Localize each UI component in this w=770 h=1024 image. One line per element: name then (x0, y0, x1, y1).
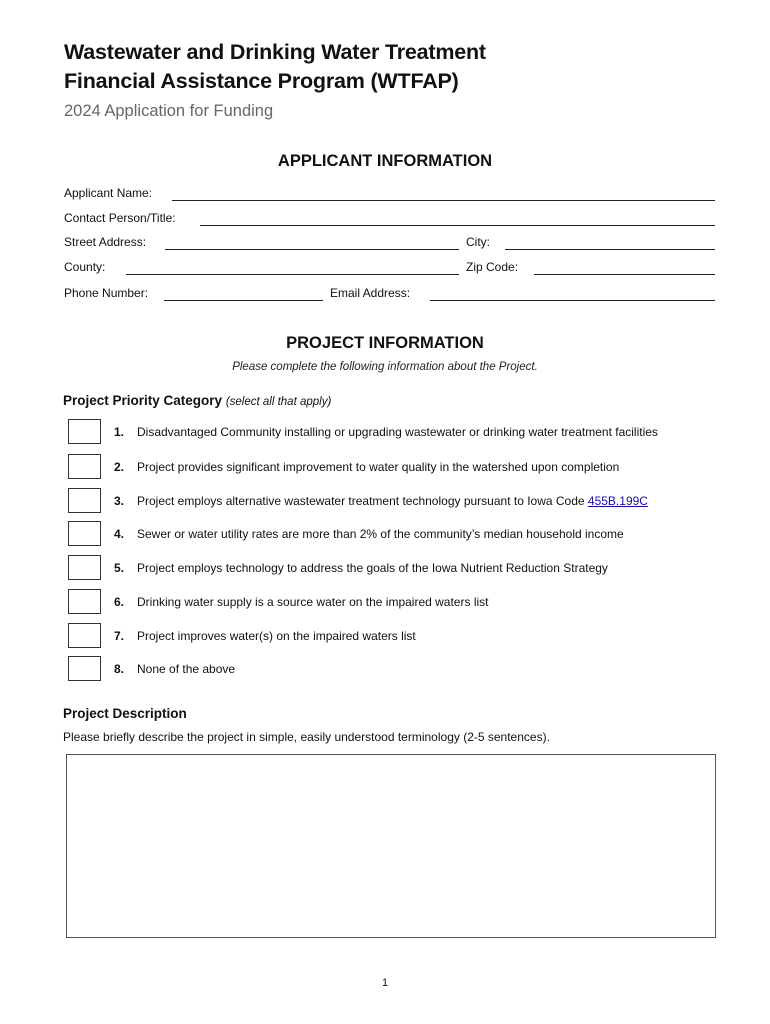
priority-category-item (68, 454, 718, 482)
project-information-note: Please complete the following information about the Project. (232, 361, 538, 373)
applicant-name-field[interactable] (172, 200, 715, 201)
title-line-1: Wastewater and Drinking Water Treatment (64, 40, 486, 64)
category-number: 1. (114, 425, 125, 439)
category-text: Project provides significant improvement to water quality in the watershed upon completion (137, 460, 620, 474)
category-number: 7. (114, 629, 125, 643)
phone-number-field[interactable] (164, 300, 323, 301)
city-label: City: (466, 235, 490, 249)
category-text: Sewer or water utility rates are more than 2% of the community’s median household income (137, 527, 624, 541)
priority-category-item (68, 555, 718, 583)
category-3-checkbox[interactable] (68, 488, 101, 513)
project-priority-heading (63, 393, 331, 408)
applicant-name-label: Applicant Name: (64, 186, 153, 200)
category-number: 2. (114, 460, 125, 474)
category-number: 3. (114, 494, 125, 508)
category-5-checkbox[interactable] (68, 555, 101, 580)
category-number: 8. (114, 662, 125, 676)
category-4-checkbox[interactable] (68, 521, 101, 546)
category-number: 5. (114, 561, 125, 575)
document-subtitle: 2024 Application for Funding (64, 102, 274, 120)
phone-number-label: Phone Number: (64, 286, 149, 300)
zip-code-field[interactable] (534, 274, 715, 275)
category-text-with-link (137, 494, 648, 508)
category-7-checkbox[interactable] (68, 623, 101, 648)
category-2-checkbox[interactable] (68, 454, 101, 479)
page-number: 1 (381, 977, 389, 989)
project-priority-note: (select all that apply) (225, 396, 332, 408)
county-zip-row (64, 260, 715, 280)
applicant-name-row (64, 186, 715, 206)
category-text: Project employs technology to address the goals of the Iowa Nutrient Reduction Strategy (137, 561, 608, 575)
title-line-2: Financial Assistance Program (WTFAP) (64, 69, 459, 93)
contact-person-row (64, 211, 715, 231)
city-field[interactable] (505, 249, 715, 250)
street-city-row (64, 235, 715, 255)
category-text: None of the above (137, 662, 236, 676)
category-6-checkbox[interactable] (68, 589, 101, 614)
iowa-code-link[interactable]: 455B.199C (587, 494, 648, 508)
contact-person-field[interactable] (200, 225, 715, 226)
category-number: 6. (114, 595, 125, 609)
project-priority-title: Project Priority Category (63, 393, 223, 408)
project-description-heading: Project Description (63, 706, 187, 721)
category-text: Project improves water(s) on the impaired waters list (137, 629, 416, 643)
street-address-field[interactable] (165, 249, 459, 250)
priority-category-item (68, 419, 718, 447)
priority-category-item (68, 623, 718, 651)
project-information-heading: PROJECT INFORMATION (286, 334, 484, 352)
priority-category-item (68, 656, 718, 684)
category-number: 4. (114, 527, 125, 541)
project-description-instruction: Please briefly describe the project in simple, easily understood terminology (2-5 sentences). (63, 730, 550, 744)
priority-category-item (68, 521, 718, 549)
category-text: Drinking water supply is a source water on the impaired waters list (137, 595, 489, 609)
category-text: Disadvantaged Community installing or upgrading wastewater or drinking water treatment facilities (137, 425, 658, 439)
zip-code-label: Zip Code: (466, 260, 519, 274)
email-address-label: Email Address: (330, 286, 411, 300)
category-1-checkbox[interactable] (68, 419, 101, 444)
category-text: Project employs alternative wastewater treatment technology pursuant to Iowa Code (137, 494, 588, 508)
contact-person-label: Contact Person/Title: (64, 211, 176, 225)
county-field[interactable] (126, 274, 459, 275)
street-address-label: Street Address: (64, 235, 147, 249)
document-title (64, 38, 486, 96)
project-description-textbox[interactable] (66, 754, 716, 938)
applicant-information-heading: APPLICANT INFORMATION (277, 152, 493, 170)
county-label: County: (64, 260, 106, 274)
email-address-field[interactable] (430, 300, 715, 301)
phone-email-row (64, 286, 715, 306)
priority-category-item (68, 488, 718, 516)
priority-category-item (68, 589, 718, 617)
category-8-checkbox[interactable] (68, 656, 101, 681)
